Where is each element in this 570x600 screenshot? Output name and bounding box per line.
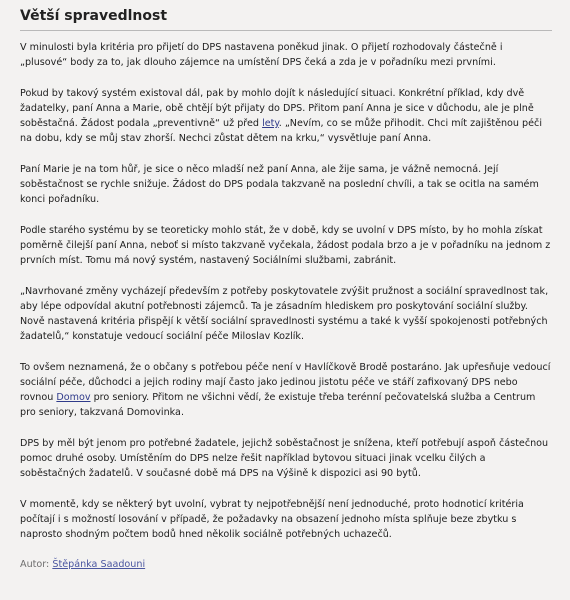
paragraph-text: pro seniory. Přitom ne všichni vědí, že existuje třeba terénní pečovatelská služba a Centrum pro seniory, takzvaná Domovinka. <box>20 392 536 418</box>
paragraph-text: Paní Marie je na tom hůř, je sice o něco mladší než paní Anna, ale žije sama, je vážně nemocná. Její soběstačnost se rychle snižuje. Žádost do DPS podala takzvaně na poslední chvíli, a tak se ocitla na samém konci pořadníku. <box>20 164 539 205</box>
article-paragraph <box>20 162 552 207</box>
inline-link[interactable]: lety <box>262 118 279 129</box>
author-label: Autor: <box>20 559 50 570</box>
inline-link[interactable]: Domov <box>56 392 91 403</box>
article-body <box>20 40 552 542</box>
article-paragraph <box>20 86 552 146</box>
paragraph-text: „Navrhované změny vycházejí především z potřeby poskytovatele zvýšit pružnost a sociální spravedlnost tak, aby lépe odpovídal akutní potřebnosti zájemců. Ta je zásadním hlediskem pro poskytování sociální služby. Nově nastavená kritéria přispějí k větší sociální spravedlnosti systému a také k vyšší spokojenosti potřebných žadatelů,“ konstatuje vedoucí sociální péče Miloslav Kozlík. <box>20 286 549 342</box>
paragraph-text: DPS by měl být jenom pro potřebné žadatele, jejichž soběstačnost je snížena, kteří potřebují aspoň částečnou pomoc druhé osoby. Umístěním do DPS nelze řešit například bytovou situaci jinak vcelku čilých a soběstačných žadatelů. V současné době má DPS na Výšině k dispozici asi 90 bytů. <box>20 438 549 479</box>
paragraph-text: To ovšem neznamená, že o občany s potřebou péče není v Havlíčkově Brodě postaráno. Jak upřesňuje vedoucí sociální péče, důchodci a jejich rodiny mají často jako jedinou jistotu péče ve stáří zafixovaný DPS nebo rovnou <box>20 362 551 403</box>
article-paragraph <box>20 360 552 420</box>
paragraph-text: Podle starého systému by se teoreticky mohlo stát, že v době, kdy se uvolní v DPS místo, by ho mohla získat poměrně čilejší paní Anna, neboť si místo takzvaně vyčekala, žádost podala brzo a je v pořadníku na jednom z prvních míst. Tomu má nový systém, nastavený Sociálními službami, zabránit. <box>20 225 551 266</box>
author-link[interactable]: Štěpánka Saadouni <box>52 559 146 570</box>
paragraph-text: Pokud by takový systém existoval dál, pak by mohlo dojít k následující situaci. Konkrétní příklad, kdy dvě žadatelky, paní Anna a Marie, obě chtějí být přijaty do DPS. Přitom paní Anna je sice v důchodu, ale je plně soběstačná. Žádost podala „preventivně“ už před <box>20 88 534 129</box>
article-title: Větší spravedlnost <box>20 8 168 24</box>
article-paragraph <box>20 223 552 268</box>
paragraph-text: . „Nevím, co se může přihodit. Chci mít zajištěnou péči na dobu, kdy se můj stav zhorší. Nechci zůstat dětem na krku,“ vysvětluje paní Anna. <box>20 118 542 144</box>
author-line <box>20 558 552 572</box>
paragraph-text: V momentě, kdy se některý byt uvolní, vybrat ty nejpotřebnější není jednoduché, proto hodnoticí kritéria počítají i s možností losování v případě, že požadavky na obsazení jednoho místa splňuje beze zbytku s naprosto shodným počtem bodů hned několik sociálně potřebných uchazečů. <box>20 499 524 540</box>
paragraph-text: V minulosti byla kritéria pro přijetí do DPS nastavena poněkud jinak. O přijetí rozhodovaly částečně i „plusové“ body za to, jak dlouho zájemce na umístění DPS čeká a zda je v pořadníku mezi prvními. <box>20 42 503 68</box>
article-paragraph <box>20 497 552 542</box>
article-paragraph <box>20 284 552 344</box>
article-paragraph <box>20 40 552 70</box>
title-divider <box>20 30 552 31</box>
article-paragraph <box>20 436 552 481</box>
